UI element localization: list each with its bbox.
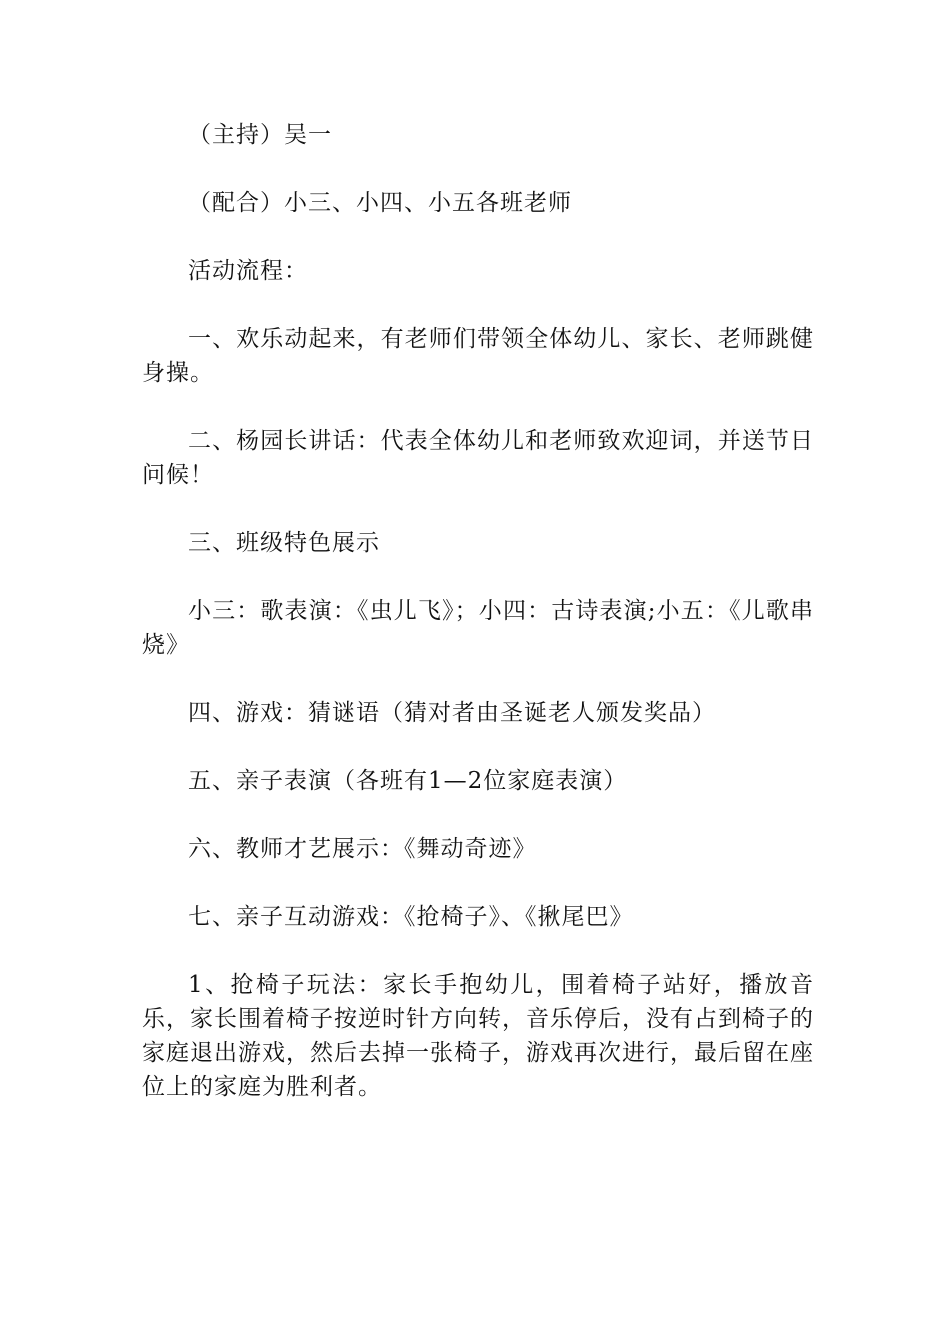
class-performances: 小三：歌表演：《虫儿飞》；小四：古诗表演;小五：《儿歌串烧》 — [142, 598, 814, 658]
step-5: 五、亲子表演（各班有1—2位家庭表演） — [188, 768, 628, 794]
host-line: （主持）吴一 — [188, 122, 332, 148]
step-1: 一、欢乐动起来，有老师们带领全体幼儿、家长、老师跳健身操。 — [142, 326, 814, 386]
step-2: 二、杨园长讲话：代表全体幼儿和老师致欢迎词，并送节日问候！ — [142, 428, 814, 488]
process-heading: 活动流程： — [188, 258, 308, 284]
step-7: 七、亲子互动游戏：《抢椅子》、《揪尾巴》 — [188, 904, 634, 930]
assist-line: （配合）小三、小四、小五各班老师 — [188, 190, 572, 216]
step-6: 六、教师才艺展示：《舞动奇迹》 — [188, 836, 537, 862]
document-body — [142, 118, 814, 1138]
chair-game-rules: 1、抢椅子玩法：家长手抱幼儿，围着椅子站好，播放音乐，家长围着椅子按逆时针方向转，音乐停后，没有占到椅子的家庭退出游戏，然后去掉一张椅子，游戏再次进行，最后留在座位上的家庭为胜利者。 — [142, 972, 814, 1100]
step-4: 四、游戏：猜谜语（猜对者由圣诞老人颁发奖品） — [188, 700, 716, 726]
step-3: 三、班级特色展示 — [188, 530, 380, 556]
